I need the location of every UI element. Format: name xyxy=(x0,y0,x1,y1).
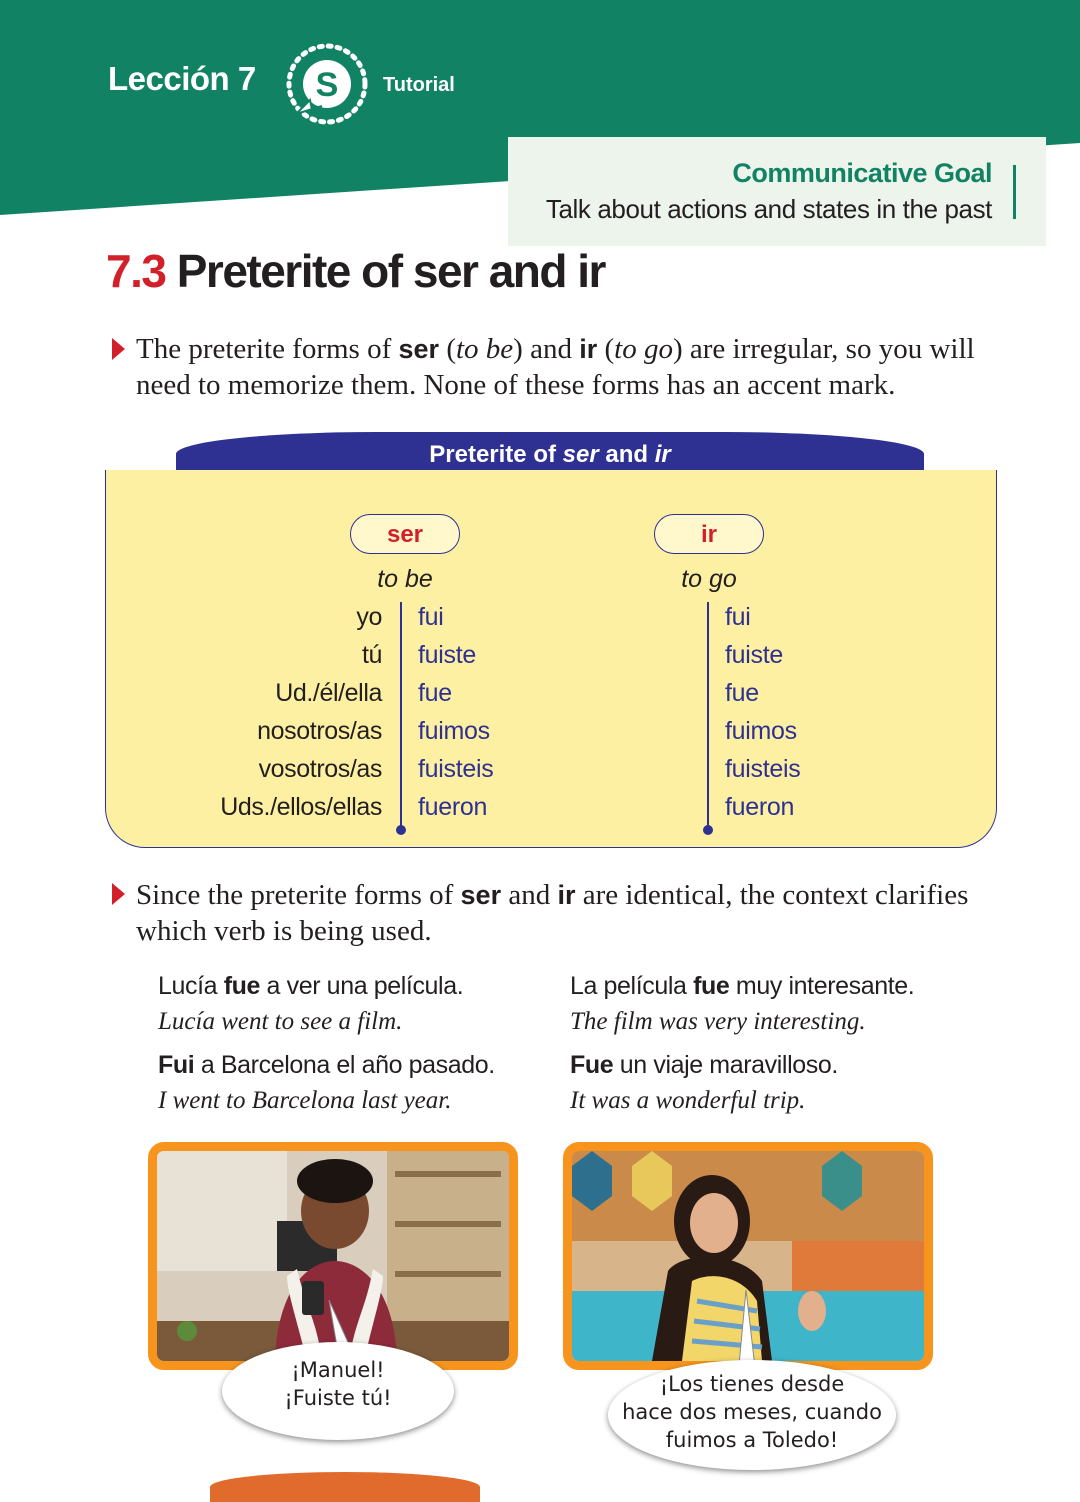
ser-form: fuiste xyxy=(418,641,476,669)
example-english: I went to Barcelona last year. xyxy=(158,1087,452,1114)
verb: fue xyxy=(223,972,261,1000)
example-spanish xyxy=(570,972,914,1001)
text: Lucía xyxy=(158,972,224,1000)
goal-box xyxy=(508,137,1046,246)
caption-line: ¡Fuiste tú! xyxy=(284,1386,392,1410)
text: ) and xyxy=(513,333,580,365)
speech-bubble-right xyxy=(608,1360,896,1470)
text: un viaje maravilloso. xyxy=(613,1051,838,1079)
ir-form: fuimos xyxy=(725,717,797,745)
verb-ir: ir xyxy=(579,334,598,364)
ir-form: fueron xyxy=(725,793,795,821)
verb: Fui xyxy=(158,1051,195,1079)
text: ser xyxy=(562,441,599,468)
verb-header-ser: ser xyxy=(350,514,460,554)
tutorial-s-icon[interactable] xyxy=(282,40,372,130)
ser-form: fue xyxy=(418,679,452,707)
bullet-paragraph-1 xyxy=(136,331,1036,403)
bottom-decoration xyxy=(210,1472,480,1502)
example-english: The film was very interesting. xyxy=(570,1008,866,1035)
pronoun: vosotros/as xyxy=(258,755,382,783)
text: a Barcelona el año pasado. xyxy=(194,1051,495,1079)
ser-form: fuisteis xyxy=(418,755,494,783)
section-title-text: Preterite of ser and ir xyxy=(176,245,605,297)
verb-ir: ir xyxy=(557,880,576,910)
pronoun: tú xyxy=(361,641,382,669)
conjugation-table xyxy=(105,470,997,848)
bullet-arrow-icon xyxy=(112,338,125,360)
meaning-ser: to be xyxy=(377,565,433,593)
meaning-ir: to go xyxy=(681,565,737,593)
text: Since the preterite forms of xyxy=(136,879,461,911)
text: ir xyxy=(654,441,671,468)
text: and xyxy=(598,441,655,468)
meaning: to go xyxy=(614,333,673,365)
caption-line: hace dos meses, cuando xyxy=(622,1400,882,1424)
text: ) are irregular, so you will need to memorize them. None of these forms has an accent mark. xyxy=(136,333,975,401)
text: Preterite of xyxy=(429,441,563,468)
ser-column-line xyxy=(400,602,402,828)
pronoun: Ud./él/ella xyxy=(275,679,382,707)
text: are identical, the context clarifies which verb is being used. xyxy=(136,879,969,947)
text: La película xyxy=(570,972,694,1000)
example-spanish xyxy=(158,1051,495,1080)
meaning: to be xyxy=(455,333,514,365)
ser-line-dot xyxy=(396,825,406,835)
ir-form: fuiste xyxy=(725,641,783,669)
section-number: 7.3 xyxy=(106,245,166,297)
ir-form: fuisteis xyxy=(725,755,801,783)
example-english: Lucía went to see a film. xyxy=(158,1008,403,1035)
example-english: It was a wonderful trip. xyxy=(570,1087,806,1114)
ir-form: fue xyxy=(725,679,759,707)
example-spanish xyxy=(158,972,463,1001)
ir-column-line xyxy=(707,602,709,828)
goal-divider xyxy=(1013,165,1016,219)
caption-line: ¡Los tienes desde xyxy=(659,1372,845,1396)
table-title xyxy=(176,441,924,469)
section-title xyxy=(106,244,605,298)
goal-title: Communicative Goal xyxy=(732,158,992,188)
verb: Fue xyxy=(570,1051,614,1079)
pronoun: nosotros/as xyxy=(257,717,382,745)
ser-form: fui xyxy=(418,603,444,631)
ser-form: fueron xyxy=(418,793,488,821)
example-spanish xyxy=(570,1051,838,1080)
ser-form: fuimos xyxy=(418,717,490,745)
pronoun: yo xyxy=(356,603,382,631)
bullet-arrow-icon xyxy=(112,883,125,905)
pronoun: Uds./ellos/ellas xyxy=(220,793,382,821)
text: muy interesante. xyxy=(729,972,915,1000)
bullet-paragraph-2 xyxy=(136,877,1036,949)
verb-ser: ser xyxy=(398,334,440,364)
ir-line-dot xyxy=(703,825,713,835)
caption-line: fuimos a Toledo! xyxy=(665,1428,839,1452)
text: and xyxy=(501,879,558,911)
verb-header-ir: ir xyxy=(654,514,764,554)
svg-text:S: S xyxy=(315,66,339,104)
tutorial-label[interactable]: Tutorial xyxy=(383,74,455,96)
caption-line: ¡Manuel! xyxy=(291,1358,385,1382)
text: The preterite forms of xyxy=(136,333,399,365)
ir-form: fui xyxy=(725,603,751,631)
lesson-title: Lección 7 xyxy=(108,60,256,97)
verb: fue xyxy=(693,972,730,1000)
text: ( xyxy=(597,333,615,365)
text: ( xyxy=(439,333,456,365)
goal-text: Talk about actions and states in the past xyxy=(545,194,992,224)
text: a ver una película. xyxy=(260,972,464,1000)
speech-bubble-left xyxy=(222,1342,454,1440)
verb-ser: ser xyxy=(460,880,502,910)
